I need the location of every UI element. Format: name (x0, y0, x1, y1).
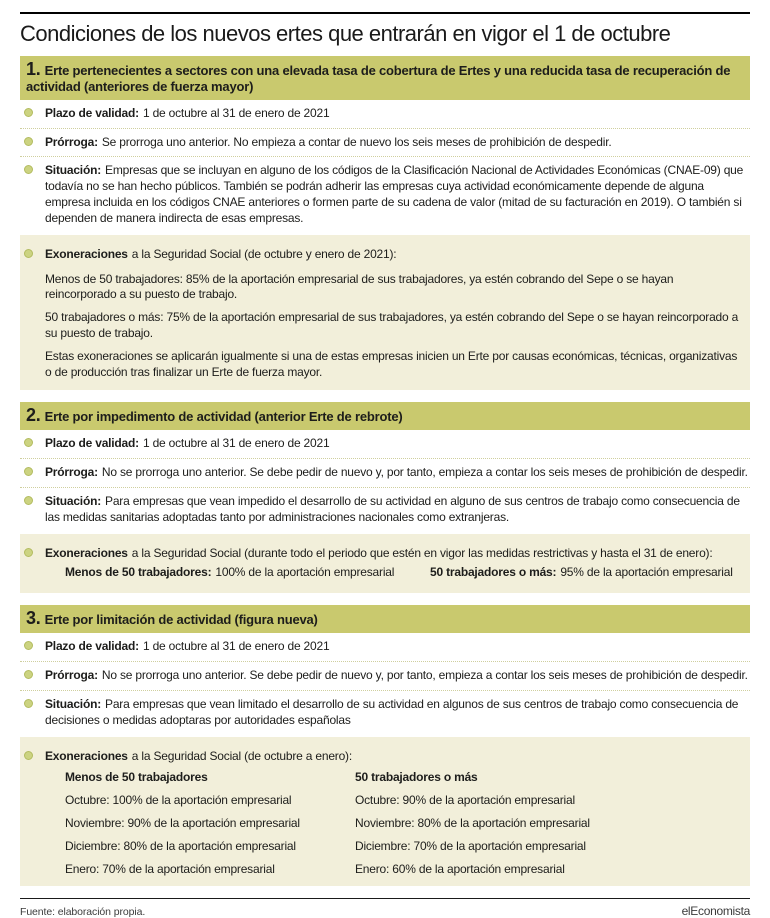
exo-column-row: Octubre: 100% de la aportación empresarial (65, 793, 292, 808)
section-3-title: Erte por limitación de actividad (figura nueva) (44, 612, 318, 628)
bullet-icon (24, 137, 33, 146)
row-situacion (20, 690, 750, 735)
row-plazo (20, 633, 750, 661)
exo-column-under-50 (65, 768, 355, 876)
bullet-icon (24, 496, 33, 505)
section-2-rows (20, 430, 750, 531)
row-text: 1 de octubre al 31 de enero de 2021 (142, 105, 330, 120)
row-situacion (20, 487, 750, 532)
exoneraciones-block (20, 534, 750, 594)
top-rule (20, 12, 750, 14)
row-text: a la Seguridad Social (de octubre y enero de 2021): (131, 246, 397, 261)
exo-column-header: 50 trabajadores o más (355, 770, 478, 785)
row-exoneraciones (20, 241, 740, 265)
exo-paragraph: Estas exoneraciones se aplicarán igualmente si una de estas empresas inicien un Erte por causas económicas, técnicas, organizativas o de producción tras finalizar un Erte de fuerza mayor. (45, 348, 738, 379)
exo-table (65, 768, 740, 876)
section-2-title: Erte por impedimento de actividad (anterior Erte de rebrote) (44, 409, 403, 425)
exoneraciones-block (20, 235, 750, 391)
row-label: Prórroga: (45, 668, 98, 683)
brand-logo: elEconomista (681, 904, 750, 918)
bullet-icon (24, 249, 33, 258)
exo-column-header: Menos de 50 trabajadores (65, 770, 208, 785)
row-text: Se prorroga uno anterior. No empieza a contar de nuevo los seis meses de prohibición de despedir. (101, 134, 612, 149)
row-label: Plazo de validad: (45, 639, 139, 654)
exo-paragraph: 50 trabajadores o más: 75% de la aportación empresarial de sus trabajadores, ya estén cobrando del Sepe o se hayan reincorporado a su puesto de trabajo. (45, 310, 739, 340)
section-3-rows (20, 633, 750, 734)
exo-item-text: 100% de la aportación empresarial (215, 565, 395, 580)
row-label: Situación: (45, 697, 102, 711)
row-situacion (20, 156, 750, 232)
row-text: No se prorroga uno anterior. Se debe pedir de nuevo y, por tanto, empieza a contar los seis meses de prohibición de despedir. (101, 465, 748, 480)
section-1-title: Erte pertenecientes a sectores con una elevada tasa de cobertura de Ertes y una reducida tasa de recuperación de actividad (anteriores de fuerza mayor) (26, 63, 731, 94)
row-label: Exoneraciones (45, 246, 128, 261)
section-2-header (20, 402, 750, 430)
exo-column-50-or-more (355, 768, 590, 876)
bullet-icon (24, 548, 33, 557)
row-text: 1 de octubre al 31 de enero de 2021 (142, 436, 330, 451)
bullet-icon (24, 751, 33, 760)
exo-item-50-or-more (430, 565, 733, 579)
bullet-icon (24, 641, 33, 650)
exo-column-row: Octubre: 90% de la aportación empresarial (355, 793, 575, 808)
exo-paragraph: Menos de 50 trabajadores: 85% de la aportación empresarial de sus trabajadores, ya estén cobrando del Sepe o se hayan reincorporado a su puesto de trabajo. (45, 271, 674, 302)
exo-item-label: 50 trabajadores o más: (430, 565, 557, 580)
row-prorroga (20, 458, 750, 487)
row-label: Prórroga: (45, 134, 98, 149)
exo-column-row: Diciembre: 70% de la aportación empresarial (355, 839, 586, 854)
row-plazo (20, 100, 750, 128)
row-exoneraciones (20, 540, 740, 564)
row-prorroga (20, 661, 750, 690)
section-1-rows (20, 100, 750, 233)
exo-item-label: Menos de 50 trabajadores: (65, 565, 212, 580)
section-3 (20, 605, 750, 886)
exo-column-row: Enero: 70% de la aportación empresarial (65, 862, 275, 877)
page-title: Condiciones de los nuevos ertes que entrarán en vigor el 1 de octubre (20, 21, 671, 46)
row-label: Situación: (45, 163, 102, 178)
exoneraciones-block (20, 737, 750, 887)
section-2-number: 2. (26, 405, 41, 426)
footer (20, 898, 750, 918)
footer-source: Fuente: elaboración propia. (20, 906, 146, 918)
exo-column-row: Noviembre: 80% de la aportación empresarial (355, 816, 590, 831)
exo-items (65, 565, 740, 579)
bullet-icon (24, 699, 33, 708)
exo-item-text: 95% de la aportación empresarial (560, 565, 733, 580)
section-3-header (20, 605, 750, 633)
row-exoneraciones (20, 743, 740, 767)
row-text: 1 de octubre al 31 de enero de 2021 (142, 639, 330, 654)
row-label: Exoneraciones (45, 545, 128, 560)
row-text: a la Seguridad Social (durante todo el periodo que estén en vigor las medidas restrictivas y hasta el 31 de enero): (131, 545, 713, 560)
section-3-number: 3. (26, 608, 41, 629)
row-text: Empresas que se incluyan en alguno de los códigos de la Clasificación Nacional de Actividades Económicas (CNAE-09) que todavía no se han hecho públicos. También se podrán adherir las empresas cuya actividad económicamente depende de alguna empresa incluida en los códigos CNAE anteriores o formen parte de su cadena de valor (mitad de su facturación en 2019). O también si dependen de manera indirecta de esas empresas. (45, 163, 744, 225)
bullet-icon (24, 108, 33, 117)
row-label: Plazo de validad: (45, 436, 139, 451)
exo-column-row: Diciembre: 80% de la aportación empresarial (65, 839, 296, 854)
infographic-page (0, 12, 770, 918)
row-label: Plazo de validad: (45, 105, 139, 120)
row-prorroga (20, 128, 750, 157)
bullet-icon (24, 670, 33, 679)
row-label: Prórroga: (45, 465, 98, 480)
row-plazo (20, 430, 750, 458)
row-label: Situación: (45, 494, 102, 508)
section-1-header (20, 56, 750, 100)
exo-column-row: Noviembre: 90% de la aportación empresarial (65, 816, 300, 831)
exo-column-row: Enero: 60% de la aportación empresarial (355, 862, 565, 877)
row-text: a la Seguridad Social (de octubre a enero): (131, 748, 352, 763)
bullet-icon (24, 438, 33, 447)
section-1-number: 1. (26, 59, 41, 79)
bullet-icon (24, 165, 33, 174)
section-1 (20, 56, 750, 390)
section-2 (20, 402, 750, 593)
row-text: No se prorroga uno anterior. Se debe pedir de nuevo y, por tanto, empieza a contar los seis meses de prohibición de despedir. (101, 668, 748, 683)
row-label: Exoneraciones (45, 748, 128, 763)
row-text: Para empresas que vean impedido el desarrollo de su actividad en alguno de sus centros de trabajo como consecuencia de las medidas sanitarias adoptadas tanto por administraciones nacionales como extranjeras. (45, 494, 740, 524)
exo-item-under-50 (65, 565, 430, 579)
row-text: Para empresas que vean limitado el desarrollo de su actividad en algunos de sus centros de trabajo como consecuencia de decisiones o medidas adoptaras por autoridades españolas (45, 697, 739, 727)
bullet-icon (24, 467, 33, 476)
